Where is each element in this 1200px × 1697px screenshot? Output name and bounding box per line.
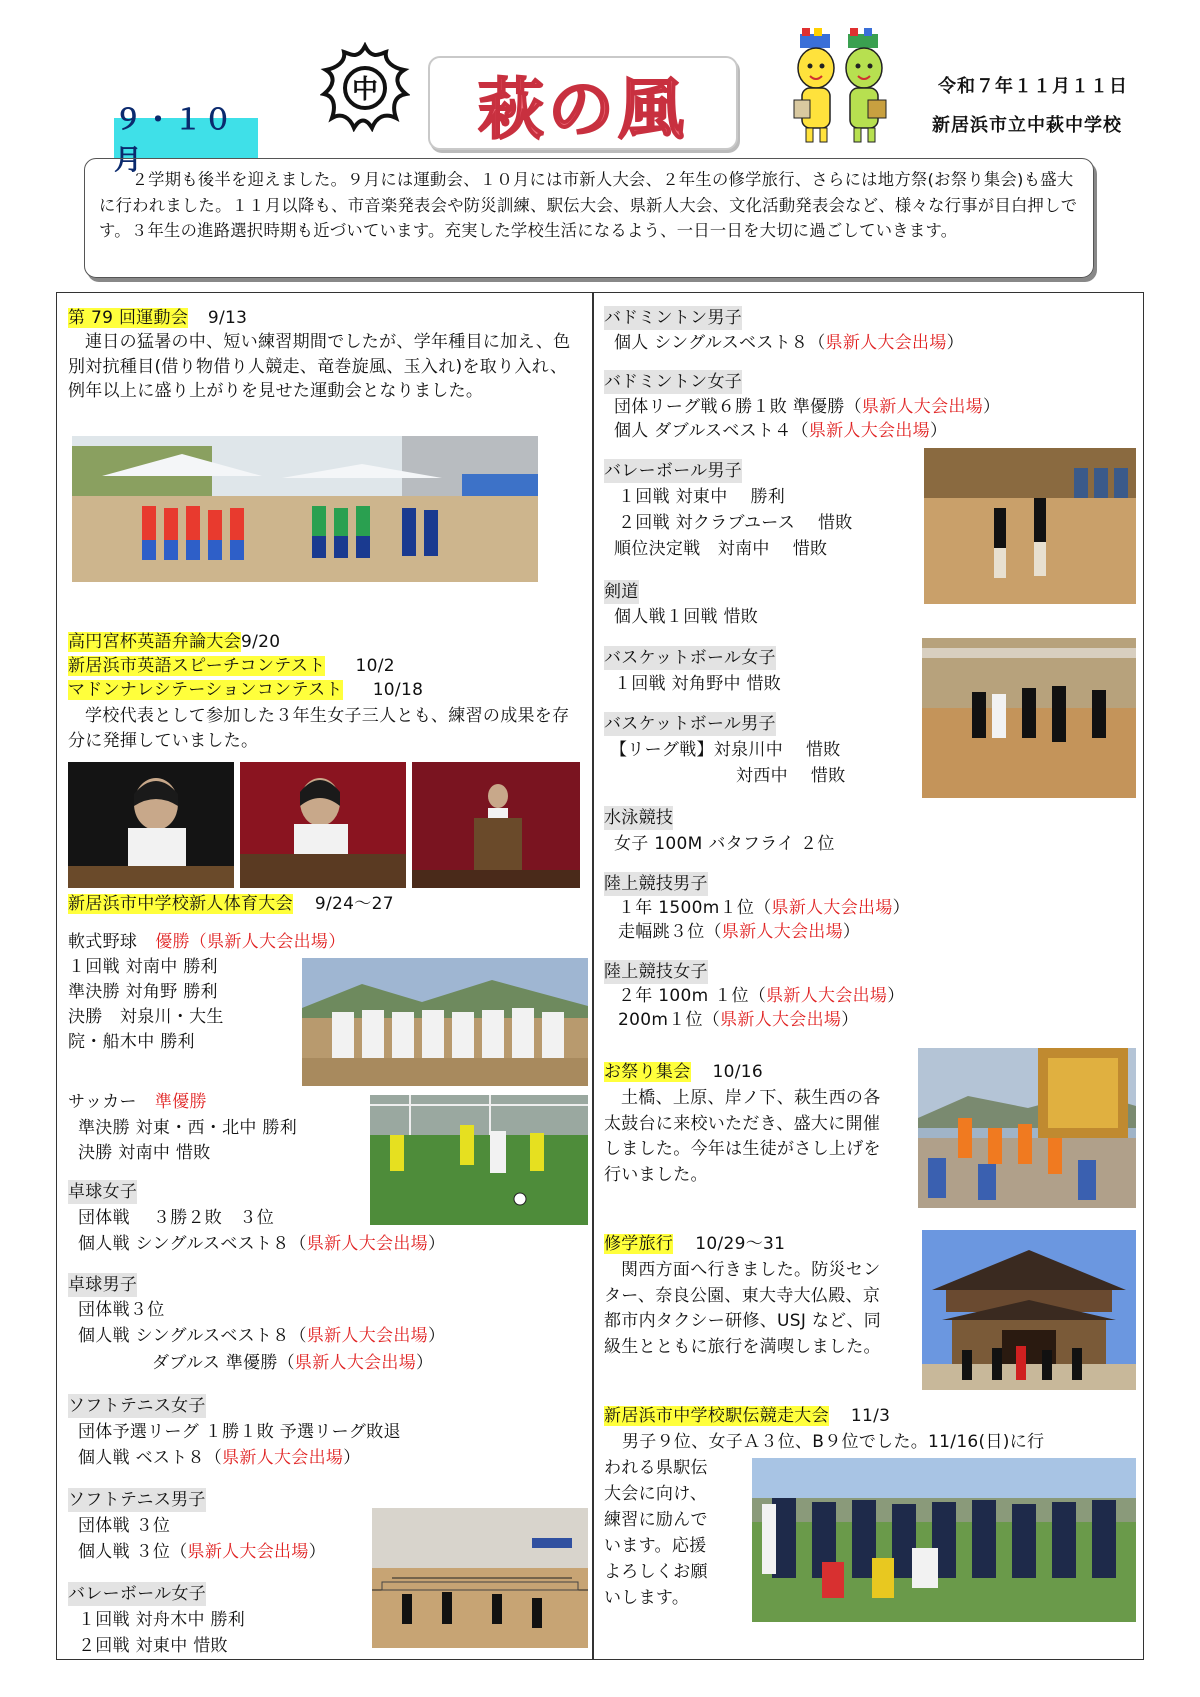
qualified-text: 県新人大会出場	[187, 1542, 309, 1562]
month-label: ９・１０月	[114, 118, 258, 158]
bb-boys-line: 対西中 惜敗	[736, 766, 846, 786]
trip-body: 関西方面へ行きました。防災センター、奈良公園、東大寺大仏殿、京都市内タクシー研修、USJ など、同級生とともに旅行を満喫しました。	[604, 1260, 882, 1357]
soccer-heading	[68, 1090, 207, 1114]
tt-boys-line-3	[152, 1351, 433, 1375]
ekiden-line: います。応援	[604, 1536, 707, 1556]
text: ）	[841, 1010, 859, 1030]
vb-girls-line: ２回戦 対東中 惜敗	[78, 1636, 228, 1656]
bb-boys-head: バスケットボール男子	[604, 714, 776, 734]
st-boys-line-1: 団体戦 ３位	[78, 1516, 171, 1536]
st-boys-line-2	[78, 1540, 326, 1564]
sports-day-title: 第 79 回運動会	[68, 308, 189, 328]
tt-boys-line-2	[78, 1324, 445, 1348]
speech-date-3: 10/18	[372, 680, 424, 700]
city-meet-date: 9/24～27	[314, 894, 394, 914]
bad-boys-head: バドミントン男子	[604, 308, 743, 328]
sports-day-photo	[72, 436, 538, 582]
trip-photo	[922, 1230, 1136, 1390]
speech-body: 学校代表として参加した３年生女子三人とも、練習の成果を存分に発揮していました。	[68, 706, 570, 751]
ekiden-date: 11/3	[850, 1406, 891, 1426]
qualified-text: 県新人大会出場	[721, 922, 843, 942]
text: ）	[416, 1353, 434, 1373]
st-girls-line-1: 団体予選リーグ １勝１敗 予選リーグ敗退	[78, 1422, 401, 1442]
speech-heading-3	[68, 678, 423, 702]
soccer-line: 決勝 対南中 惜敗	[78, 1143, 211, 1163]
text: 個人戦 ３位（	[78, 1542, 188, 1562]
volleyball-girls-photo	[372, 1508, 588, 1648]
intro-box: ２学期も後半を迎えました。９月には運動会、１０月には市新人大会、２年生の修学旅行、さらには地方祭(お祭り集会)も盛大に行われました。１１月以降も、市音楽発表会や防災訓練、駅伝大会、県新人大会、文化活動発表会など、様々な行事が目白押しです。３年生の進路選択時期も近づいています。充実した学校生活になるよう、一日一日を大切に過ごしていきます。	[84, 158, 1094, 278]
text: 個人 ダブルスベスト４（	[614, 421, 809, 441]
track-girls-head: 陸上競技女子	[604, 962, 708, 982]
qualified-text: 県新人大会出場	[222, 1448, 344, 1468]
baseball-team-photo	[302, 958, 588, 1086]
text: ）	[929, 421, 948, 441]
speech-title-3: マドンナレシテーションコンテスト	[68, 680, 343, 700]
tt-girls-line-2	[78, 1232, 445, 1256]
soccer-result: 準優勝	[154, 1092, 207, 1112]
city-meet-title: 新居浜市中学校新人体育大会	[68, 894, 293, 914]
qualified-text: 県新人大会出場	[306, 1326, 428, 1346]
text: ）	[887, 986, 905, 1006]
trip-heading	[604, 1232, 785, 1256]
text: ）	[308, 1542, 326, 1562]
sports-day-heading	[68, 306, 247, 330]
bb-girls-line: １回戦 対角野中 惜敗	[614, 674, 782, 694]
svg-text:中: 中	[351, 75, 379, 105]
speech-heading-1	[68, 630, 280, 654]
sports-day-body: 連日の猛暑の中、短い練習期間でしたが、学年種目に加え、色別対抗種目(借り物借り人競走、竜巻旋風、玉入れ)を取り入れ、例年以上に盛り上がりを見せた運動会となりました。	[68, 332, 571, 401]
st-girls-line-2	[78, 1446, 361, 1470]
baseball-line: 決勝 対泉川・大生	[68, 1007, 224, 1027]
festival-title: お祭り集会	[604, 1062, 691, 1082]
mascot-illustration	[790, 28, 890, 156]
track-girls-line-2	[618, 1008, 859, 1032]
baseball-head: 軟式野球	[68, 932, 138, 952]
text: ）	[983, 397, 1001, 417]
speech-date-1: 9/20	[241, 632, 281, 652]
swim-line: 女子 100M バタフライ ２位	[614, 834, 835, 854]
issue-date: 令和７年１１月１１日	[938, 76, 1128, 97]
track-boys-line-2	[618, 920, 860, 944]
city-meet-heading	[68, 892, 394, 916]
speech-photo-1	[68, 762, 234, 888]
soccer-line: 準決勝 対東・西・北中 勝利	[78, 1118, 298, 1138]
text: ）	[946, 333, 964, 353]
ekiden-line: よろしくお願	[604, 1562, 708, 1582]
kendo-head: 剣道	[604, 582, 639, 602]
baseball-heading	[68, 930, 346, 954]
qualified-text: 県新人大会出場	[766, 986, 888, 1006]
bad-boys-line-1	[614, 331, 964, 355]
vb-boys-head: バレーボール男子	[604, 461, 743, 481]
text: ）	[892, 898, 910, 918]
ekiden-line: われる県駅伝	[604, 1458, 708, 1478]
speech-photo-3	[412, 762, 580, 888]
newsletter-title-box	[428, 56, 738, 150]
festival-photo	[918, 1048, 1136, 1208]
text: 個人戦 ベスト８（	[78, 1448, 223, 1468]
text: ）	[427, 1234, 446, 1254]
bad-girls-line-1	[614, 395, 1000, 419]
school-emblem	[320, 42, 410, 132]
baseball-result: 優勝（県新人大会出場）	[155, 932, 346, 952]
track-boys-line-1	[618, 896, 910, 920]
text: 個人 シングルスベスト８（	[614, 333, 826, 353]
qualified-text: 県新人大会出場	[808, 421, 930, 441]
ekiden-line: いします。	[604, 1588, 690, 1608]
text: 個人戦 シングルスベスト８（	[78, 1326, 307, 1346]
ekiden-line: 大会に向け、	[604, 1484, 708, 1504]
text: ）	[842, 922, 861, 942]
tt-boys-line-1: 団体戦３位	[78, 1300, 165, 1320]
vb-boys-line: １回戦 対東中 勝利	[618, 487, 786, 507]
vb-boys-line: ２回戦 対クラブユース 惜敗	[618, 513, 853, 533]
baseball-line: １回戦 対南中 勝利	[68, 957, 218, 977]
speech-date-2: 10/2	[355, 656, 395, 676]
baseball-line: 院・船木中 勝利	[68, 1032, 195, 1052]
tt-boys-head: 卓球男子	[68, 1275, 138, 1295]
festival-date: 10/16	[712, 1062, 763, 1082]
soccer-head: サッカー	[68, 1092, 137, 1112]
qualified-text: 県新人大会出場	[306, 1234, 428, 1254]
bad-girls-head: バドミントン女子	[604, 372, 743, 392]
volleyball-boys-photo	[924, 448, 1136, 604]
track-boys-head: 陸上競技男子	[604, 874, 708, 894]
ekiden-heading	[604, 1404, 890, 1428]
ekiden-line-1: 男子９位、女子Ａ３位、B９位でした。11/16(日)に行	[622, 1432, 1045, 1452]
text: 個人戦 シングルスベスト８（	[78, 1234, 307, 1254]
qualified-text: 県新人大会出場	[720, 1010, 842, 1030]
trip-title: 修学旅行	[604, 1234, 674, 1254]
column-divider	[592, 292, 594, 1660]
st-boys-head: ソフトテニス男子	[68, 1490, 206, 1510]
text: ）	[343, 1448, 361, 1468]
text: ２年 100m １位（	[618, 986, 767, 1006]
text: 走幅跳３位（	[618, 922, 722, 942]
ekiden-title: 新居浜市中学校駅伝競走大会	[604, 1406, 829, 1426]
qualified-text: 県新人大会出場	[861, 397, 984, 417]
tt-girls-line-1: 団体戦 ３勝２敗 ３位	[78, 1208, 275, 1228]
sports-day-date: 9/13	[207, 308, 248, 328]
kendo-line: 個人戦１回戦 惜敗	[614, 607, 759, 627]
baseball-line: 準決勝 対角野 勝利	[68, 982, 218, 1002]
speech-heading-2	[68, 654, 395, 678]
speech-photo-2	[240, 762, 406, 888]
qualified-text: 県新人大会出場	[825, 333, 947, 353]
vb-boys-line: 順位決定戦 対南中 惜敗	[614, 539, 828, 559]
festival-heading	[604, 1060, 763, 1084]
tt-girls-head: 卓球女子	[68, 1182, 138, 1202]
festival-body: 土橋、上原、岸ノ下、萩生西の各太鼓台に来校いただき、盛大に開催しました。今年は生徒がさし上げを行いました。	[604, 1088, 881, 1185]
vb-girls-head: バレーボール女子	[68, 1584, 207, 1604]
text: ダブルス 準優勝（	[152, 1353, 295, 1373]
track-girls-line-1	[618, 984, 905, 1008]
soccer-photo	[370, 1095, 588, 1225]
trip-date: 10/29～31	[695, 1234, 786, 1254]
ekiden-team-photo	[752, 1458, 1136, 1622]
school-name: 新居浜市立中萩中学校	[932, 115, 1122, 136]
bb-boys-line: 【リーグ戦】対泉川中 惜敗	[610, 740, 841, 760]
text: 団体リーグ戦６勝１敗 準優勝（	[614, 397, 862, 417]
bb-girls-head: バスケットボール女子	[604, 648, 776, 668]
swim-head: 水泳競技	[604, 808, 674, 828]
qualified-text: 県新人大会出場	[294, 1353, 417, 1373]
speech-title-2: 新居浜市英語スピーチコンテスト	[68, 656, 326, 676]
speech-title-1: 高円宮杯英語弁論大会	[68, 632, 241, 652]
vb-girls-line: １回戦 対舟木中 勝利	[78, 1610, 246, 1630]
bad-girls-line-2	[614, 419, 947, 443]
qualified-text: 県新人大会出場	[771, 898, 893, 918]
ekiden-line: 練習に励んで	[604, 1510, 708, 1530]
text: ）	[427, 1326, 446, 1346]
basketball-photo	[922, 638, 1136, 798]
text: 200m１位（	[618, 1010, 721, 1030]
newsletter-title: 萩の風	[478, 69, 688, 148]
text: １年 1500m１位（	[618, 898, 772, 918]
st-girls-head: ソフトテニス女子	[68, 1396, 206, 1416]
